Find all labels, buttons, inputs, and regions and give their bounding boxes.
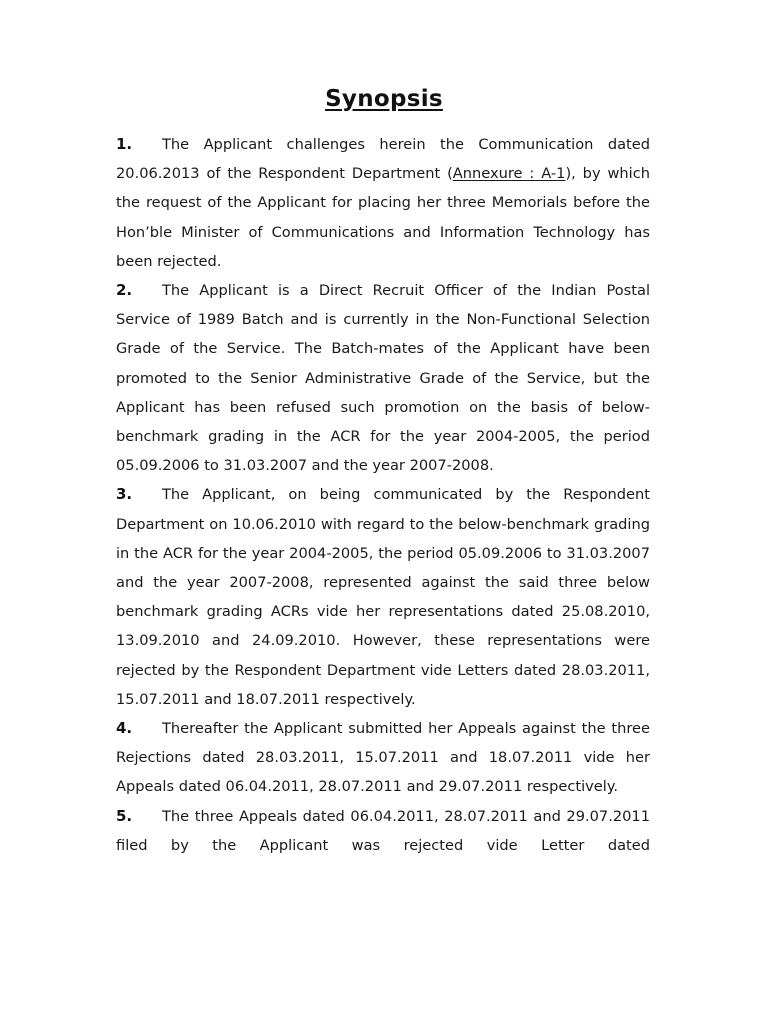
paragraph-text: The Applicant challenges herein the Communication dated 20.06.2013 of the Respondent Department ( bbox=[116, 136, 650, 183]
paragraph-3 bbox=[116, 480, 650, 714]
paragraph-text: The Applicant is a Direct Recruit Officer of the Indian Postal Service of 1989 Batch and is currently in the Non-Functional Selection Grade of the Service. The Batch-mates of the Applicant have been promoted to the Senior Administrative Grade of the Service, but the Applicant has been refused such promotion on the basis of below-benchmark grading in the ACR for the year 2004-2005, the period 05.09.2006 to 31.03.2007 and the year 2007-2008. bbox=[116, 282, 650, 475]
paragraph-number: 2. bbox=[116, 281, 133, 300]
paragraph-5 bbox=[116, 802, 650, 860]
paragraph-number: 5. bbox=[116, 806, 133, 825]
paragraph-number: 4. bbox=[116, 719, 133, 738]
paragraph-text: Thereafter the Applicant submitted her Appeals against the three Rejections dated 28.03.2011, 15.07.2011 and 18.07.2011 vide her Appeals dated 06.04.2011, 28.07.2011 and 29.07.2011 respectively. bbox=[116, 720, 650, 796]
paragraph-text: ), by which the request of the Applicant for placing her three Memorials before the Hon’ble Minister of Communications and Information Technology has been rejected. bbox=[116, 165, 650, 270]
page-title: Synopsis bbox=[325, 86, 443, 112]
paragraph-number: 3. bbox=[116, 485, 133, 504]
paragraph-number: 1. bbox=[116, 135, 133, 153]
paragraph-text: The Applicant, on being communicated by the Respondent Department on 10.06.2010 with regard to the below-benchmark grading in the ACR for the year 2004-2005, the period 05.09.2006 to 31.03.2007 and the year 2007-2008, represented against the said three below benchmark grading ACRs vide her representations dated 25.08.2010, 13.09.2010 and 24.09.2010. However, these representations were rejected by the Respondent Department vide Letters dated 28.03.2011, 15.07.2011 and 18.07.2011 respectively. bbox=[116, 486, 650, 708]
annexure-reference: Annexure : A-1 bbox=[452, 165, 566, 183]
paragraph-1 bbox=[116, 130, 650, 276]
document-body bbox=[116, 130, 650, 860]
paragraph-4 bbox=[116, 714, 650, 802]
paragraph-2 bbox=[116, 276, 650, 480]
paragraph-text: The three Appeals dated 06.04.2011, 28.07.2011 and 29.07.2011 filed by the Applicant was rejected vide Letter dated bbox=[116, 807, 650, 854]
